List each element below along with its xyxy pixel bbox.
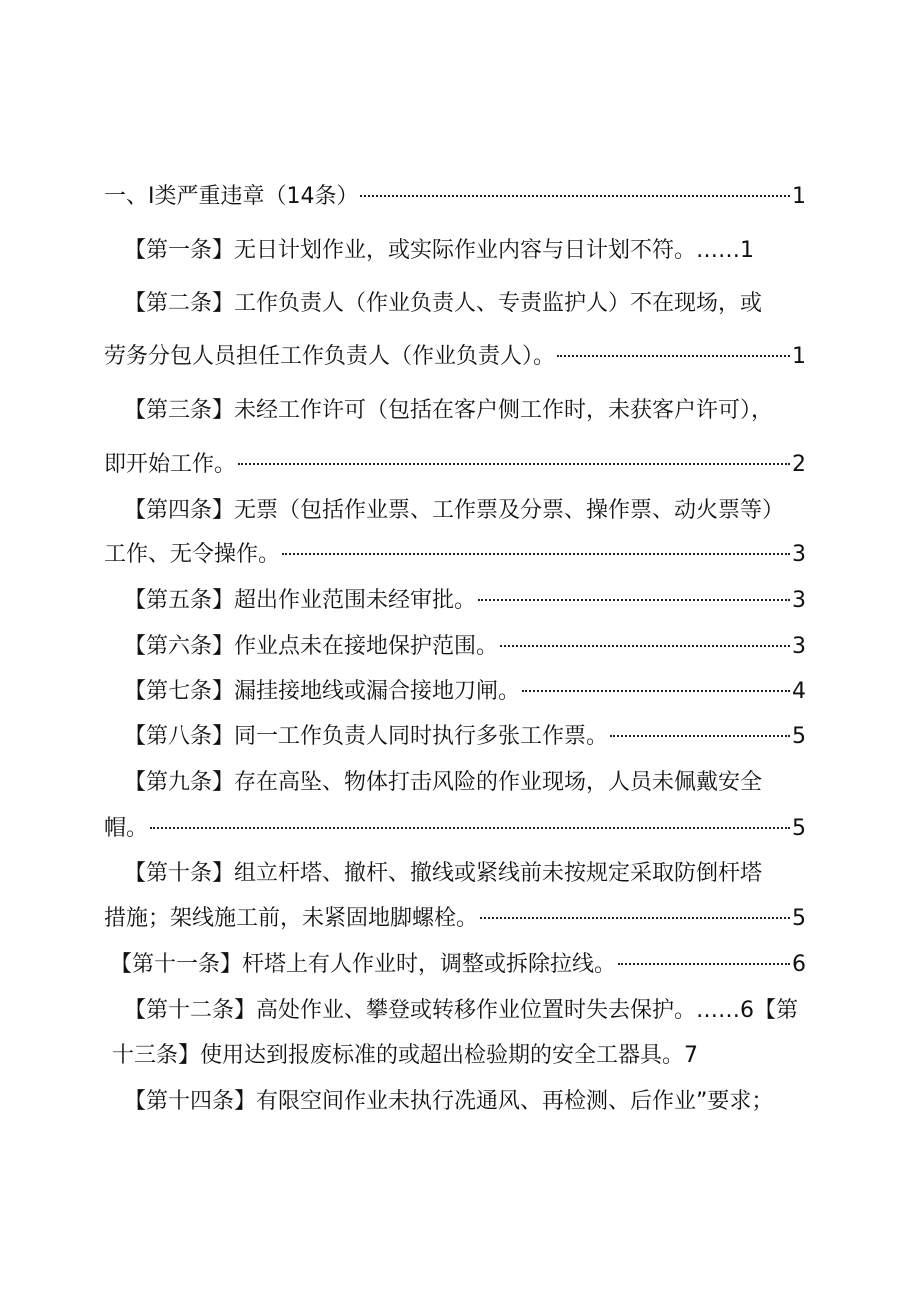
toc-entry-text: 十三条】使用达到报废标准的或超出检验期的安全工器具。7 [112, 1043, 698, 1068]
toc-leader-dots [480, 917, 790, 919]
toc-entry-text: 【第五条】超出作业范围未经审批。 [124, 588, 477, 613]
toc-heading-row[interactable] [104, 182, 806, 212]
toc-entry-text: 劳务分包人员担任工作负责人（作业负责人）。 [104, 344, 556, 369]
toc-entry-text: 【第三条】未经工作许可（包括在客户侧工作时，未获客户许可）， [124, 398, 774, 423]
toc-entry-10[interactable] [124, 859, 762, 889]
toc-page-number: 3 [792, 542, 806, 567]
toc-entry-text: 【第二条】工作负责人（作业负责人、专责监护人）不在现场，或 [124, 291, 763, 316]
toc-entry-10-cont[interactable] [104, 904, 806, 934]
toc-entry-text: 【第十二条】高处作业、攀登或转移作业位置时失去保护。……6【第 [124, 998, 798, 1023]
toc-leader-dots [360, 195, 790, 197]
toc-leader-dots [610, 735, 790, 737]
toc-leader-dots [618, 963, 790, 965]
toc-entry-text: 【第四条】无票（包括作业票、工作票及分票、操作票、动火票等） [124, 498, 785, 523]
toc-entry-text: 【第十条】组立杆塔、撤杆、撤线或紧线前未按规定采取防倒杆塔 [124, 861, 763, 886]
toc-entry-text: 【第九条】存在高坠、物体打击风险的作业现场，人员未佩戴安全 [124, 770, 763, 795]
toc-entry-text: 措施；架线施工前，未紧固地脚螺栓。 [104, 906, 479, 931]
toc-entry-6[interactable] [124, 632, 806, 662]
toc-entry-text: 【第十四条】有限空间作业未执行冼通风、再检测、后作业”要求； [124, 1089, 774, 1114]
toc-entry-2-cont[interactable] [104, 342, 806, 372]
toc-entry-text: 【第一条】无日计划作业，或实际作业内容与日计划不符。……1 [124, 238, 754, 263]
toc-entry-text: 【第八条】同一工作负责人同时执行多张工作票。 [124, 724, 609, 749]
toc-heading-title: 一、I类严重违章（14条） [104, 184, 359, 209]
toc-leader-dots [282, 553, 790, 555]
toc-entry-text: 【第七条】漏挂接地线或漏合接地刀闸。 [124, 679, 521, 704]
toc-entry-4[interactable] [124, 496, 784, 526]
toc-page-number: 5 [792, 906, 806, 931]
toc-entry-14[interactable] [124, 1087, 773, 1117]
toc-entry-text: 即开始工作。 [104, 452, 237, 477]
toc-page-number: 4 [792, 679, 806, 704]
toc-entry-2[interactable] [124, 289, 762, 319]
toc-leader-dots [478, 599, 790, 601]
toc-entry-12[interactable] [124, 996, 798, 1026]
toc-entry-text: 【第十一条】杆塔上有人作业时，调整或拆除拉线。 [110, 952, 617, 977]
toc-entry-4-cont[interactable] [104, 540, 806, 570]
toc-entry-13[interactable] [112, 1041, 698, 1071]
toc-entry-11[interactable] [110, 950, 806, 980]
toc-page-number: 1 [792, 184, 806, 209]
toc-leader-dots [557, 355, 790, 357]
toc-leader-dots [500, 645, 790, 647]
toc-entry-text: 帽。 [104, 816, 149, 841]
toc-page-number: 5 [792, 816, 806, 841]
toc-entry-3[interactable] [124, 396, 773, 426]
toc-entry-text: 【第六条】作业点未在接地保护范围。 [124, 634, 499, 659]
toc-entry-3-cont[interactable] [104, 450, 806, 480]
toc-entry-8[interactable] [124, 722, 806, 752]
toc-entry-7[interactable] [124, 677, 806, 707]
toc-entry-5[interactable] [124, 586, 806, 616]
toc-entry-1[interactable] [124, 236, 754, 266]
toc-page-number: 5 [792, 724, 806, 749]
toc-leader-dots [150, 827, 790, 829]
toc-entry-9-cont[interactable] [104, 814, 806, 844]
toc-page-number: 6 [792, 952, 806, 977]
toc-page-number: 2 [792, 452, 806, 477]
toc-leader-dots [522, 690, 790, 692]
toc-leader-dots [238, 463, 790, 465]
toc-entry-9[interactable] [124, 768, 762, 798]
toc-entry-text: 工作、无令操作。 [104, 542, 281, 567]
toc-page-number: 3 [792, 634, 806, 659]
toc-page-number: 3 [792, 588, 806, 613]
toc-page-number: 1 [792, 344, 806, 369]
